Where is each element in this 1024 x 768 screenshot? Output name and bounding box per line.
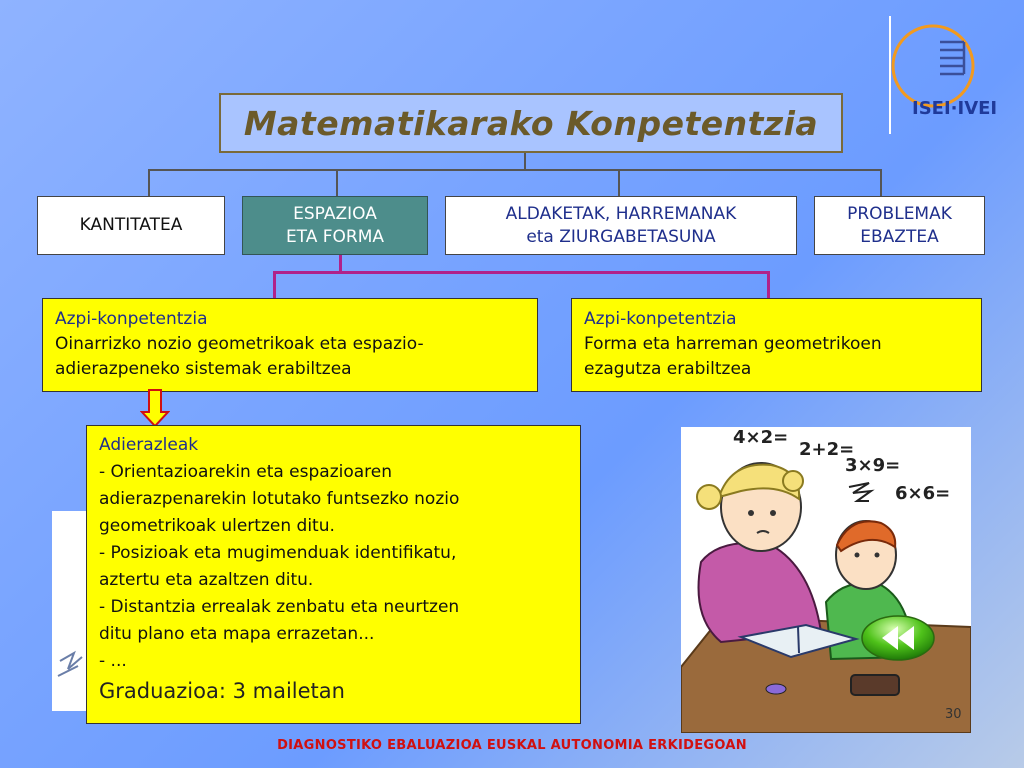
grading-text: Graduazioa: 3 mailetan [99,679,345,703]
equation-text: 2+2= [799,439,855,460]
sub-competence-heading: Azpi-konpetentzia [584,309,737,329]
cartoon-image [681,427,971,733]
indicator-line: ditu plano eta mapa errazetan... [99,624,375,644]
page-title: Matematikarako Konpetentzia [219,93,843,153]
back-button[interactable] [860,614,936,662]
indicator-line: - Distantzia errealak zenbatu eta neurtzen [99,597,460,617]
indicator-line: - Orientazioarekin eta espazioaren [99,462,393,482]
category-aldaketak[interactable] [445,196,797,255]
sub-competence-text: Forma eta harreman geometrikoen [584,334,882,354]
category-label: KANTITATEA [79,215,183,235]
footer-text: DIAGNOSTIKO EBALUAZIOA EUSKAL AUTONOMIA ERKIDEGOAN [277,738,747,753]
indicator-line: adierazpenarekin lotutako funtsezko nozio [99,489,460,509]
indicators-heading: Adierazleak [99,435,199,455]
category-label: eta ZIURGABETASUNA [526,226,716,247]
rewind-icon [860,614,936,662]
indicator-line: geometrikoak ulertzen ditu. [99,516,335,536]
sub-competence-text: ezagutza erabiltzea [584,359,752,379]
category-label: EBAZTEA [860,226,939,247]
page-number: 30 [945,707,962,722]
connector-line-magenta [767,271,770,298]
connector-line-magenta [273,271,770,274]
logo-text: ISEI·IVEI [912,98,998,119]
sub-competence-heading: Azpi-konpetentzia [55,309,208,329]
category-label: ALDAKETAK, HARREMANAK [505,203,737,224]
connector-line [336,169,338,196]
category-label: ESPAZIOA [293,203,377,224]
category-label: PROBLEMAK [847,203,952,224]
category-label: ETA FORMA [285,226,385,247]
indicator-line: aztertu eta azaltzen ditu. [99,570,314,590]
connector-line [618,169,620,196]
sub-competence-text: Oinarrizko nozio geometrikoak eta espazio- [55,334,424,354]
children-studying-illustration [681,427,971,733]
category-problemak-ebaztea[interactable] [814,196,985,255]
connector-line [524,153,526,170]
category-kantitatea[interactable] [37,196,225,255]
connector-line [880,169,882,196]
equation-text: 3×9= [845,455,901,476]
category-espazioa-eta-forma[interactable] [242,196,428,255]
indicator-line: - Posizioak eta mugimenduak identifikatu, [99,543,457,563]
down-arrow-icon [140,388,170,428]
logo [880,14,1020,134]
sub-competence-text: adierazpeneko sistemak erabiltzea [55,359,352,379]
sub-competence-left [42,298,538,392]
equation-text: 6×6= [895,483,951,504]
sub-competence-right [571,298,982,392]
connector-line [148,169,882,171]
connector-line-magenta [273,271,276,298]
indicator-line: - ... [99,651,127,671]
indicators-box [86,425,581,724]
equation-text: 4×2= [733,427,789,448]
connector-line [148,169,150,196]
